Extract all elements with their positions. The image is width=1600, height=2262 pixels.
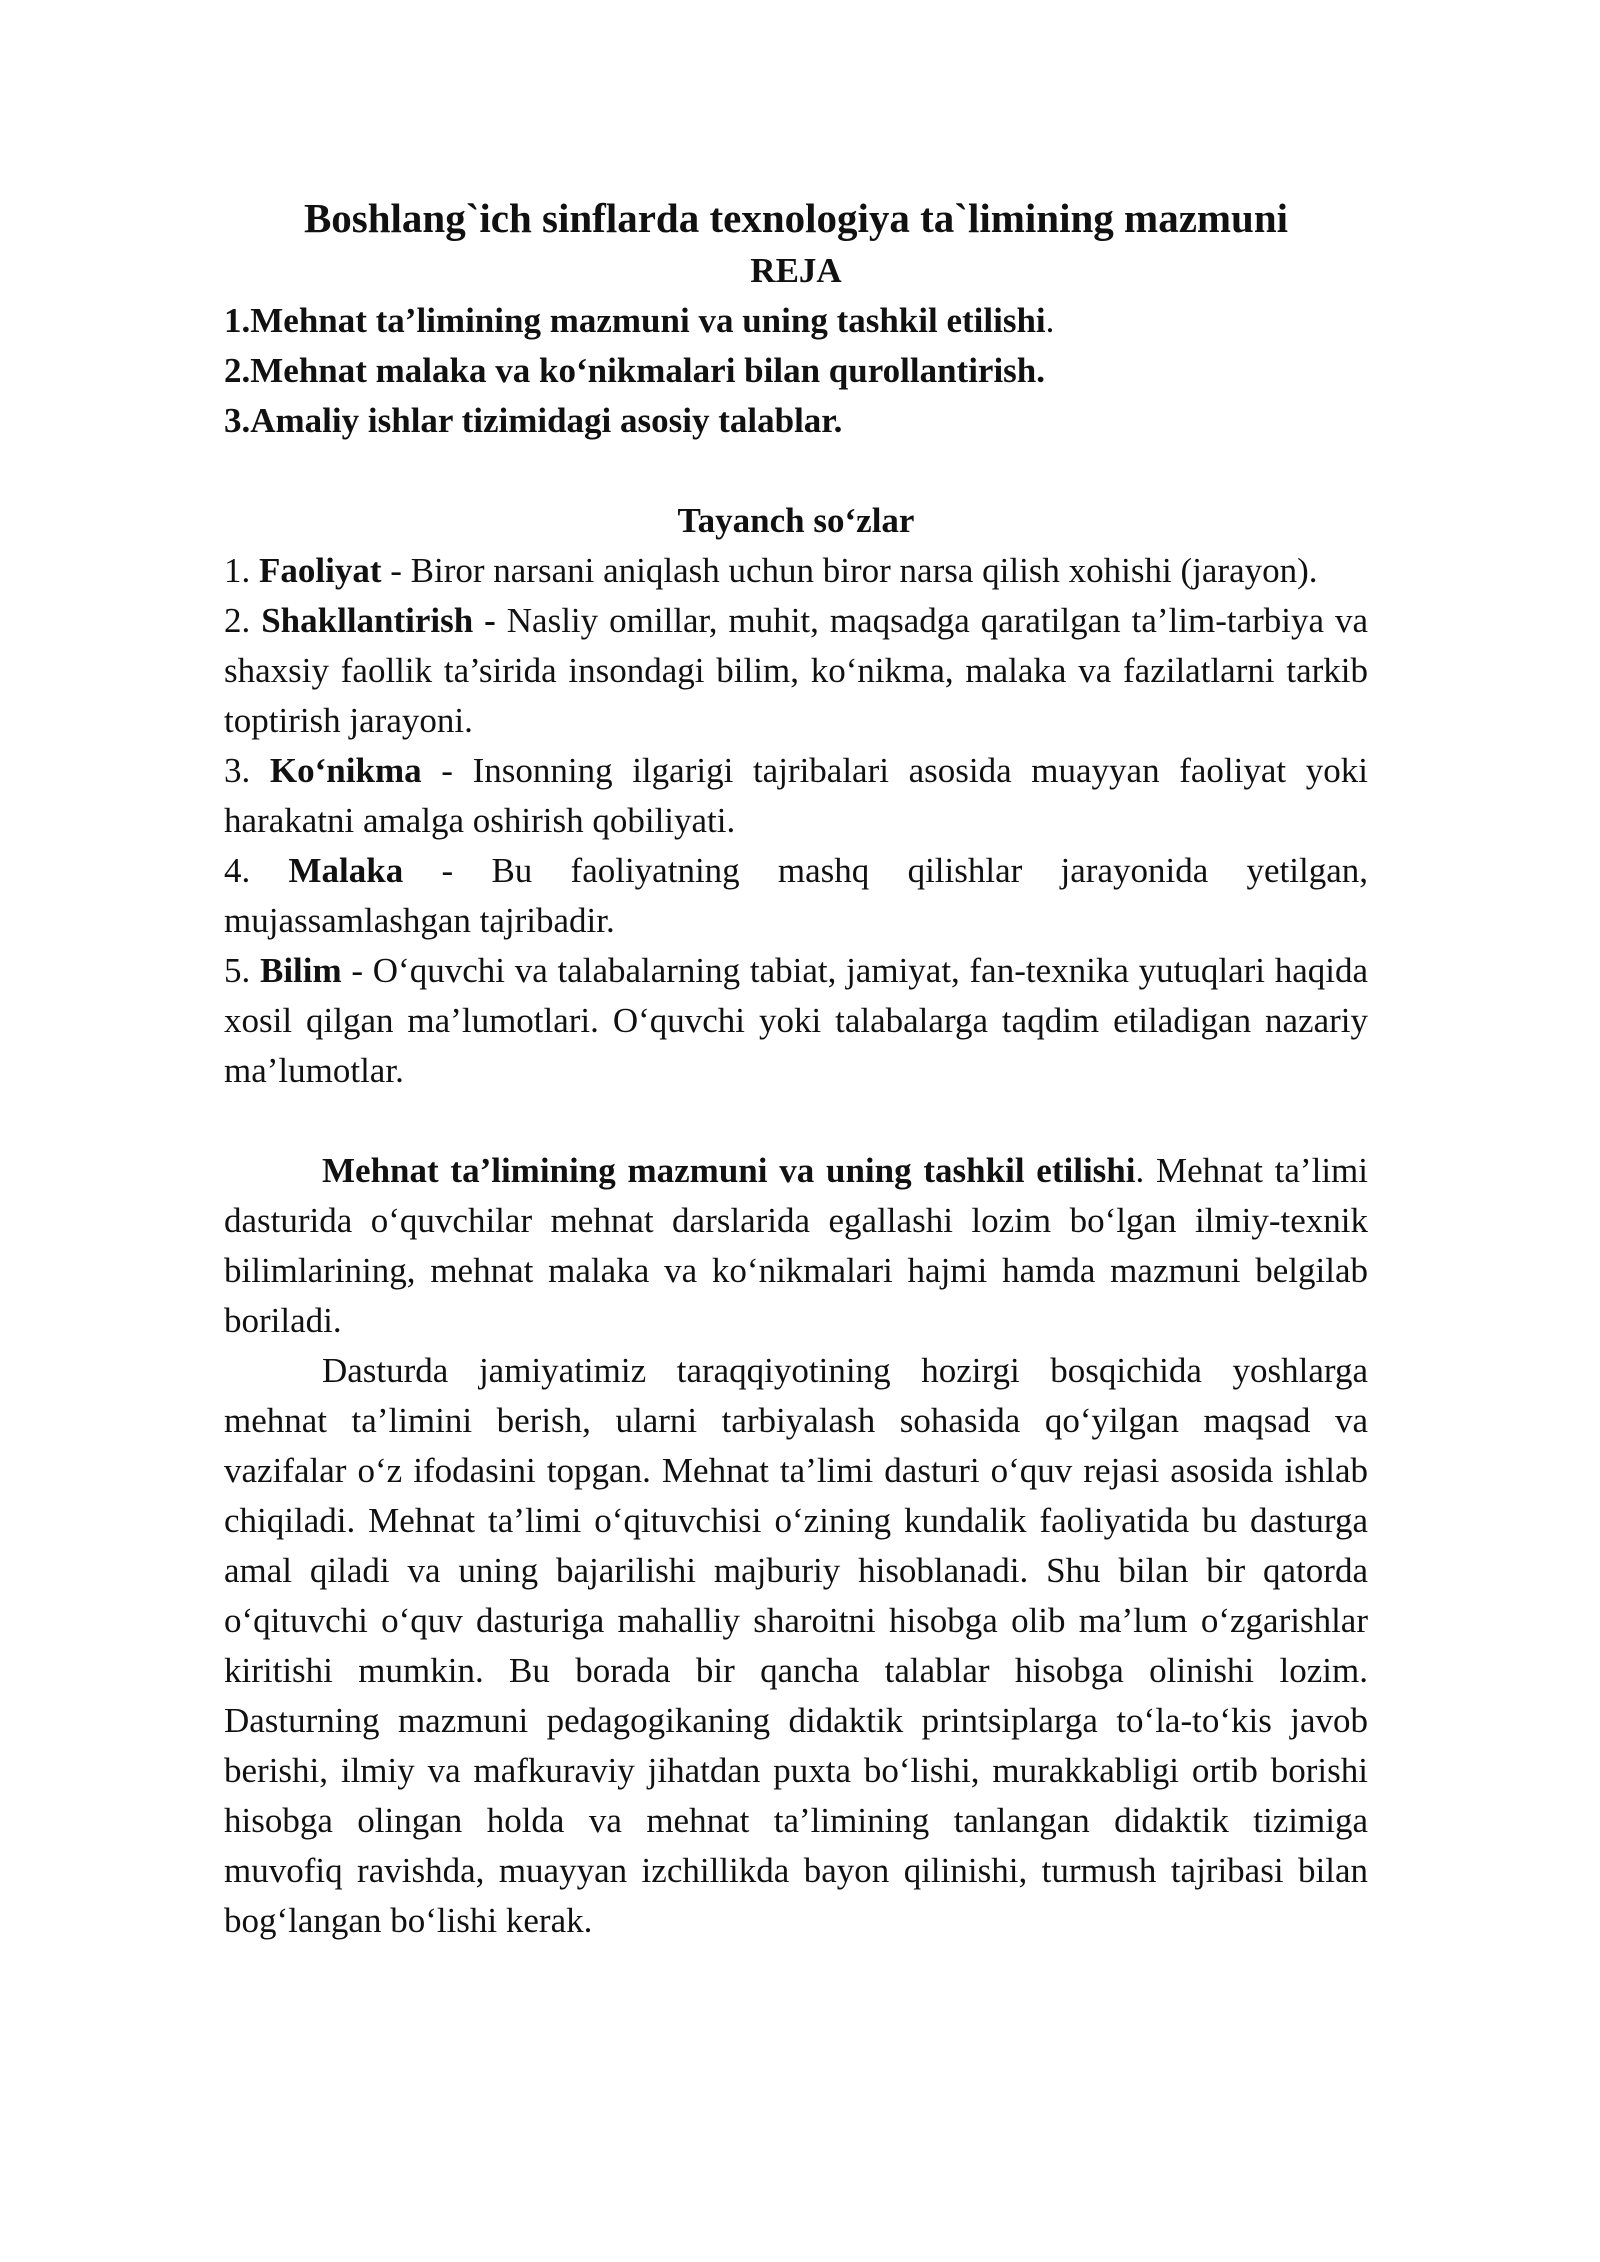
term-separator: - [421, 751, 473, 790]
term-text: Insonning ilgarigi tajribalari asosida muayyan faoliyat yoki harakatni amalga oshirish qobiliyati. [224, 751, 1369, 840]
term-text: O‘quvchi va talabalarning tabiat, jamiyat, fan-texnika yutuqlari haqida xosil qilgan ma’lumotlari. O‘quvchi yoki talabalarga taqdim etiladigan nazariy ma’lumotlar. [224, 951, 1368, 1090]
term-definition [224, 946, 1368, 1096]
term-separator: - [403, 851, 492, 890]
term-separator: - [381, 551, 411, 590]
term-definition [224, 846, 1368, 946]
term-separator: - [341, 951, 373, 990]
term-number: 5. [224, 951, 260, 990]
body-paragraph [224, 1146, 1368, 1346]
term-definition [224, 746, 1368, 846]
term-word: Bilim [259, 951, 342, 990]
plan-heading: REJA [750, 251, 842, 290]
term-definition [224, 546, 1368, 596]
term-number: 3. [224, 751, 270, 790]
term-word: Faoliyat [259, 551, 382, 590]
term-definition [224, 596, 1368, 746]
section-heading: Mehnat ta’limining mazmuni va uning tashkil etilishi [322, 1151, 1136, 1190]
plan-item-text: 1.Mehnat ta’limining mazmuni va uning tashkil etilishi [224, 301, 1046, 340]
document-title: Boshlang`ich sinflarda texnologiya ta`limining mazmuni [303, 195, 1289, 241]
plan-item-trail: . [1045, 301, 1055, 340]
term-text: Bu faoliyatning mashq qilishlar jarayonida yetilgan, mujassamlashgan tajribadir. [224, 851, 1368, 940]
keywords-heading: Tayanch so‘zlar [677, 501, 915, 540]
document-page [224, 190, 1368, 1946]
plan-list [224, 296, 1368, 446]
plan-item [224, 346, 1368, 396]
section-body [224, 1146, 1368, 1946]
plan-item [224, 296, 1368, 346]
body-paragraph: Dasturda jamiyatimiz taraqqiyotining hozirgi bosqichida yoshlarga mehnat ta’limini berish, ularni tarbiyalash sohasida qo‘yilgan maqsad va vazifalar o‘z ifodasini topgan. Mehnat ta’limi dasturi o‘quv rejasi asosida ishlab chiqiladi. Mehnat ta’limi o‘qituvchisi o‘zining kundalik faoliyatida bu dasturga amal qiladi va uning bajarilishi majburiy hisoblanadi. Shu bilan bir qatorda o‘qituvchi o‘quv dasturiga mahalliy sharoitni hisobga olib ma’lum o‘zgarishlar kiritishi mumkin. Bu borada bir qancha talablar hisobga olinishi lozim. Dasturning mazmuni pedagogikaning didaktik printsiplarga to‘la-to‘kis javob berishi, ilmiy va mafkuraviy jihatdan puxta bo‘lishi, murakkabligi ortib borishi hisobga olingan holda va mehnat ta’limining tanlangan didaktik tizimiga muvofiq ravishda, muayyan izchillikda bayon qilinishi, turmush tajribasi bilan bog‘langan bo‘lishi kerak. [224, 1351, 1368, 1940]
term-word: Malaka [288, 851, 404, 890]
term-word: Ko‘nikma [269, 751, 422, 790]
plan-item-text: 3.Amaliy ishlar tizimidagi asosiy talablar. [224, 401, 843, 440]
term-word: Shakllantirish - [261, 601, 507, 640]
term-text: Biror narsani aniqlash uchun biror narsa qilish xohishi (jarayon). [410, 551, 1318, 590]
paragraph-text: . Mehnat ta’limi dasturida o‘quvchilar mehnat darslarida egallashi lozim bo‘lgan ilmiy-texnik bilimlarining, mehnat malaka va ko‘nikmalari hajmi hamda mazmuni belgilab boriladi. [224, 1151, 1368, 1340]
plan-item [224, 396, 1368, 446]
term-number: 2. [224, 601, 262, 640]
term-number: 4. [224, 851, 289, 890]
term-text: Nasliy omillar, muhit, maqsadga qaratilgan ta’lim-tarbiya va shaxsiy faollik ta’sirida insondagi bilim, ko‘nikma, malaka va fazilatlarni tarkib toptirish jarayoni. [224, 601, 1368, 740]
term-number: 1. [224, 551, 259, 590]
plan-item-text: 2.Mehnat malaka va ko‘nikmalari bilan qurollantirish. [224, 351, 1046, 390]
